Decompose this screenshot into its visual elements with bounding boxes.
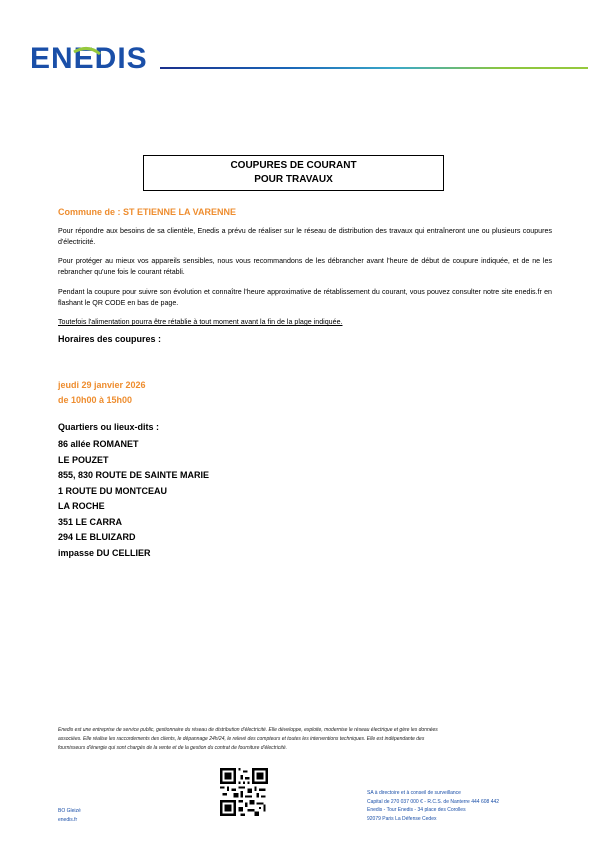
company-info-line: 92079 Paris La Défense Cedex xyxy=(367,815,437,822)
commune-label: Commune de : ST ETIENNE LA VARENNE xyxy=(58,207,237,217)
outage-hours: de 10h00 à 15h00 xyxy=(58,395,133,405)
locations-list xyxy=(58,437,209,561)
footer-left-block xyxy=(58,807,81,825)
company-info-line: Capital de 270 037 000 € - R.C.S. de Nanterre 444 608 442 xyxy=(367,798,500,805)
list-item: 86 allée ROMANET xyxy=(58,439,139,449)
footer-legal-text xyxy=(58,726,538,753)
list-item: impasse DU CELLIER xyxy=(58,547,151,558)
company-info-line: SA à directoire et à conseil de surveillance xyxy=(367,790,461,796)
quartiers-title: Quartiers ou lieux-dits : xyxy=(58,422,160,432)
list-item: 855, 830 ROUTE DE SAINTE MARIE xyxy=(58,470,210,480)
footer-website-link[interactable]: enedis.fr xyxy=(58,817,78,823)
outage-date: jeudi 29 janvier 2026 xyxy=(58,380,146,390)
list-item: 294 LE BLUIZARD xyxy=(58,532,136,542)
list-item: 351 LE CARRA xyxy=(58,516,123,527)
company-info-line: Enedis - Tour Enedis - 34 place des Corolles xyxy=(367,807,466,813)
footer-company-info xyxy=(367,789,499,823)
paragraph-protect: Pour protéger au mieux vos appareils sensibles, nous vous recommandons de les débrancher avant l'heure de début de coupure indiquée, et de ne les rebrancher qu'une fois le courant rétabli. xyxy=(58,257,552,277)
horaires-title: Horaires des coupures : xyxy=(58,334,162,344)
enedis-logo xyxy=(30,42,156,72)
list-item: 1 ROUTE DU MONTCEAU xyxy=(58,485,168,496)
list-item: LA ROCHE xyxy=(58,501,105,511)
header-gradient-rule xyxy=(160,67,588,69)
legal-line: Enedis est une entreprise de service public, gestionnaire du réseau de distribution d'électricité. Elle développe, exploite, modernise le réseau électrique et gère les données xyxy=(58,727,438,733)
qr-code-icon[interactable] xyxy=(220,768,268,816)
notice-title-line1: COUPURES DE COURANT xyxy=(230,160,357,171)
legal-line: fournisseurs d'énergie qui sont chargés de la vente et de la gestion du contrat de fourniture d'électricité. xyxy=(58,745,287,751)
logo-text: ENEDIS xyxy=(30,42,148,72)
list-item: LE POUZET xyxy=(58,454,109,465)
legal-line: associées. Elle réalise les raccordements des clients, le dépannage 24h/24, le relevé des compteurs et toutes les interventions techniques. Elle est indépendante des xyxy=(58,736,425,742)
paragraph-intro: Pour répondre aux besoins de sa clientèle, Enedis a prévu de réaliser sur le réseau de distribution des travaux qui entraîneront une ou plusieurs coupures d'électricité. xyxy=(58,227,552,247)
paragraph-follow: Pendant la coupure pour suivre son évolution et connaître l'heure approximative de rétablissement du courant, vous pouvez consulter notre site enedis.fr en flashant le QR CODE en bas de page. xyxy=(58,288,552,308)
notice-title-line2: POUR TRAVAUX xyxy=(254,174,333,185)
paragraph-restore: Toutefois l'alimentation pourra être rétablie à tout moment avant la fin de la plage indiquée. xyxy=(58,318,343,326)
notice-title-box xyxy=(143,155,444,191)
footer-location: BO Gleizé xyxy=(58,808,81,814)
